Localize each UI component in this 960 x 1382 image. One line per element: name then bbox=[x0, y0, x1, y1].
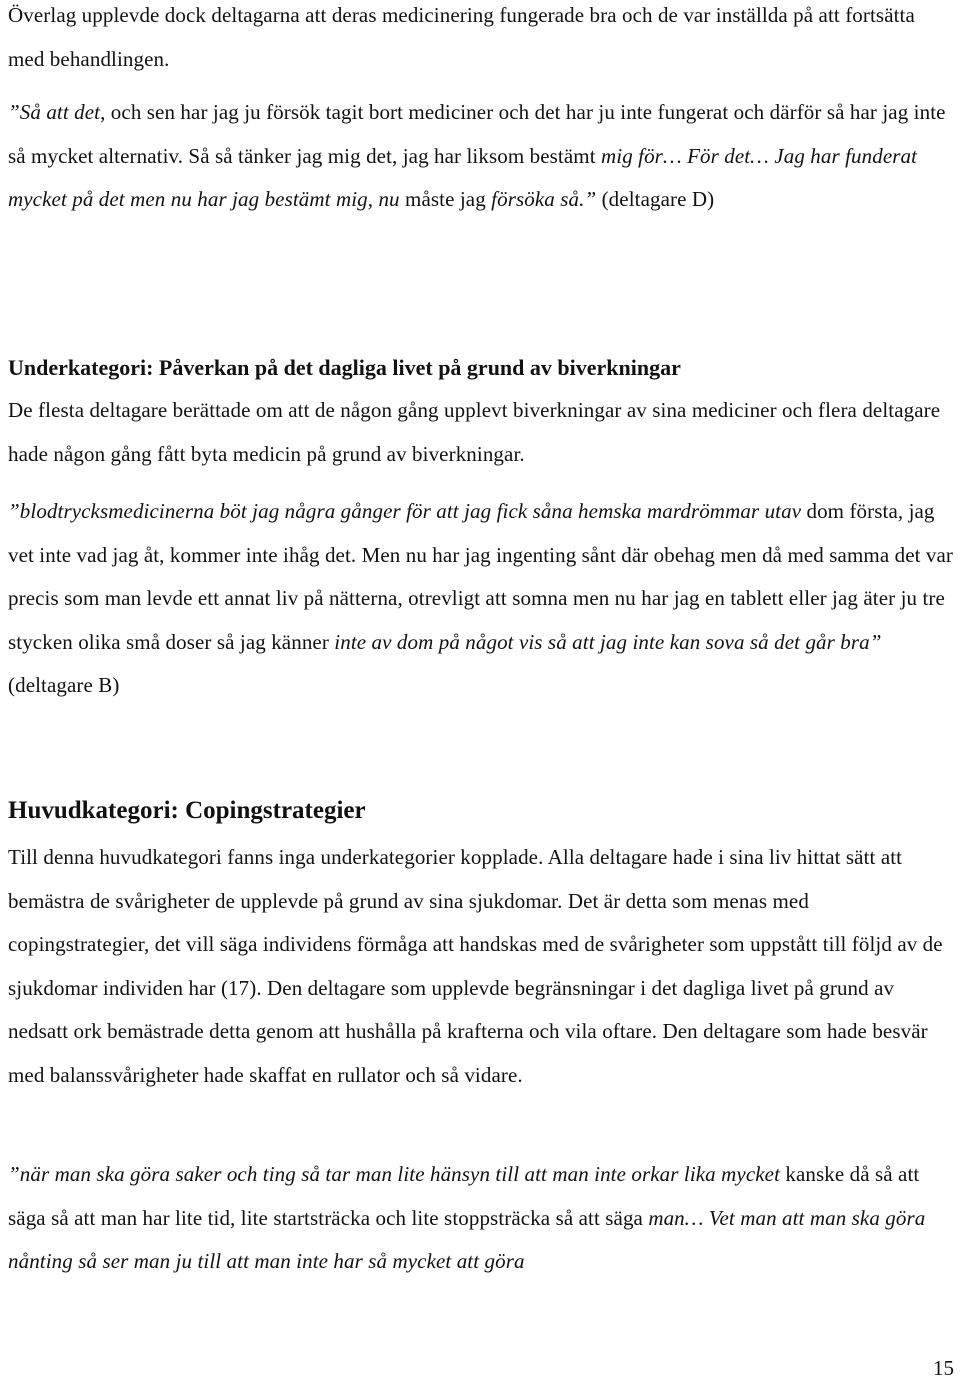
quote-italic-segment: ”Så att det bbox=[8, 100, 101, 124]
quote-normal-segment: , och sen har jag ju försök tagit bort mediciner och det har ju inte fungerat och därför så har jag inte så mycket alternativ. Så så tänker jag mig det, jag har liksom bestämt bbox=[8, 100, 946, 168]
quote-italic-segment: mig för… För det… Jag har funderat mycket på det men nu har jag bestämt mig, nu bbox=[8, 143, 918, 211]
subcategory-heading: Underkategori: Påverkan på det dagliga livet på grund av biverkningar bbox=[8, 355, 681, 380]
quote-attribution: (deltagare B) bbox=[8, 673, 120, 697]
quote-participant-b bbox=[8, 490, 954, 708]
quote-italic-segment: ”när man ska göra saker och ting så tar man lite hänsyn till att man inte orkar lika mycket bbox=[8, 1162, 781, 1186]
quote-italic-segment: man… Vet man att man ska göra nånting så ser man ju till att man inte har så mycket att göra bbox=[8, 1205, 926, 1273]
quote-coping bbox=[8, 1153, 954, 1284]
quote-italic-segment: ”blodtrycksmedicinerna böt jag några gånger för att jag fick såna hemska mardrömmar utav bbox=[8, 499, 802, 523]
quote-italic-segment: försöka så.” bbox=[491, 187, 597, 211]
quote-normal-segment: kanske då så att säga så att man har lite tid, lite startsträcka och lite stoppsträcka så att säga bbox=[8, 1162, 920, 1230]
quote-italic-segment: inte av dom på något vis så att jag inte kan sova så det går bra” bbox=[334, 629, 882, 654]
quote-normal-segment: måste jag bbox=[399, 187, 492, 211]
subcategory-paragraph: De flesta deltagare berättade om att de någon gång upplevt biverkningar av sina mediciner och flera deltagare hade någon gång fått byta medicin på grund av biverkningar. bbox=[8, 398, 941, 466]
quote-attribution: (deltagare D) bbox=[596, 187, 715, 211]
main-category-heading: Huvudkategori: Copingstrategier bbox=[8, 797, 366, 824]
main-category-paragraph: Till denna huvudkategori fanns inga underkategorier kopplade. Alla deltagare hade i sina liv hittat sätt att bemästra de svårigheter de upplevde på grund av sina sjukdomar. Det är detta som menas med copingstrategier, det vill säga individens förmåga att handskas med de svårigheter som uppstått till följd av de sjukdomar individen har (17). Den deltagare som upplevde begränsningar i det dagliga livet på grund av nedsatt ork bemästrade detta genom att hushålla på krafterna och vila oftare. Den deltagare som hade besvär med balanssvårigheter hade skaffat en rullator och så vidare. bbox=[8, 845, 943, 1087]
page-number: 15 bbox=[933, 1356, 954, 1380]
intro-paragraph: Överlag upplevde dock deltagarna att deras medicinering fungerade bra och de var inställda på att fortsätta med behandlingen. bbox=[8, 3, 915, 71]
quote-normal-segment: dom första, jag vet inte vad jag åt, kommer inte ihåg det. Men nu har jag ingenting sånt där obehag men då med samma det var precis som man levde ett annat liv på nätterna, otrevligt att somna men nu har jag en tablett eller jag äter ju tre stycken olika små doser så jag känner bbox=[8, 499, 954, 654]
quote-participant-d bbox=[8, 91, 954, 222]
